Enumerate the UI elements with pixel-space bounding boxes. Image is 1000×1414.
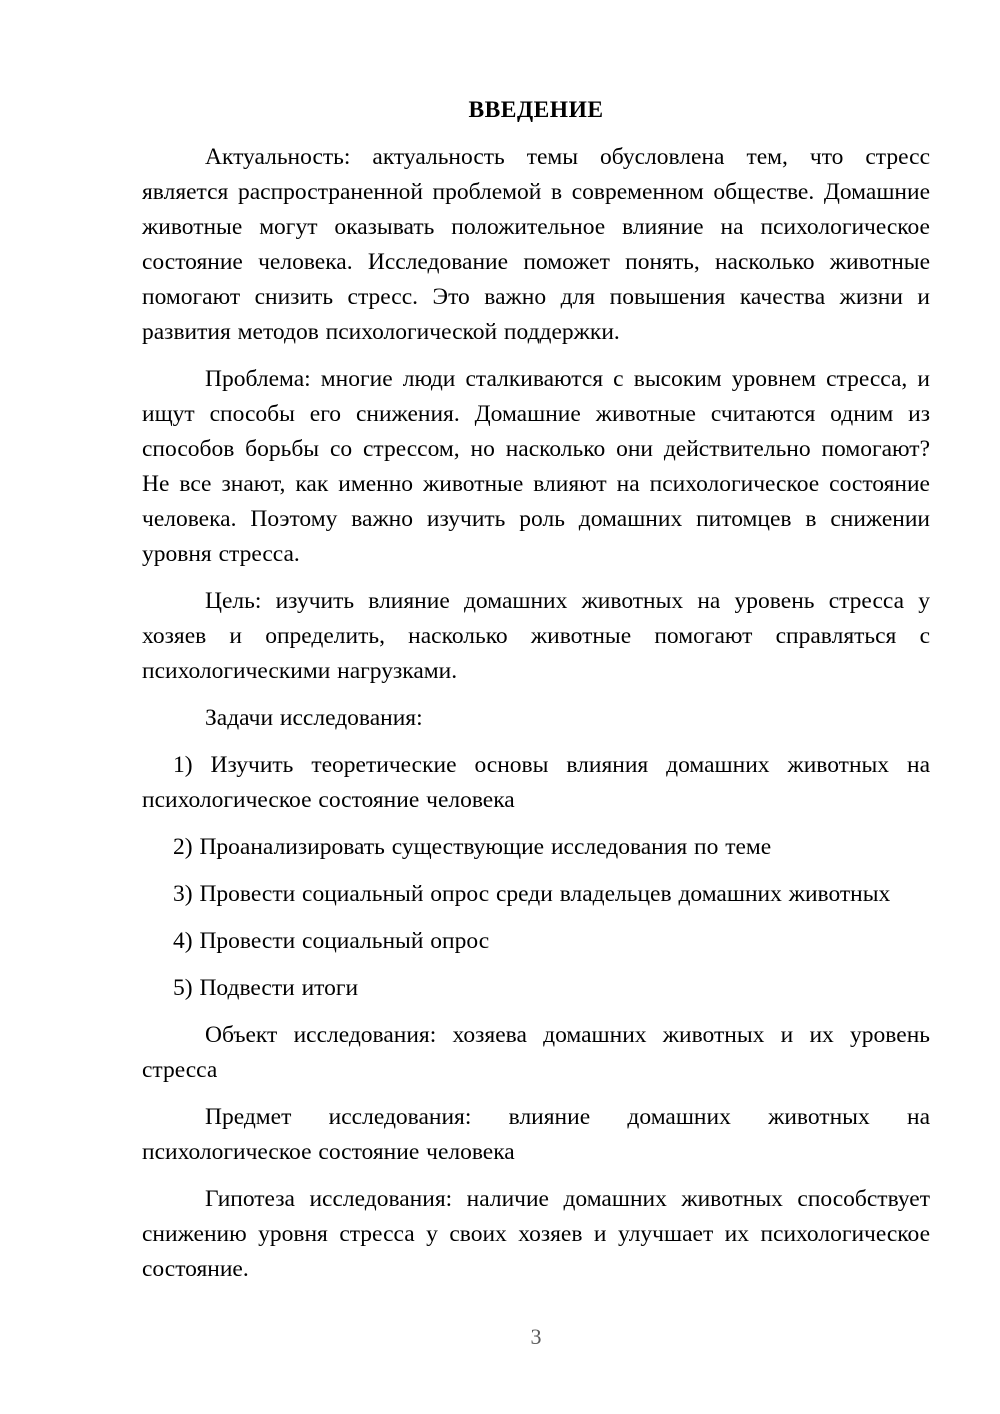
paragraph-gipoteza: Гипотеза исследования: наличие домашних животных способствует снижению уровня стресса у своих хозяев и улучшает их психологическое состояние. [142, 1186, 930, 1282]
paragraph-tsel: Цель: изучить влияние домашних животных на уровень стресса у хозяев и определить, насколько животные помогают справляться с психологическими нагрузками. [142, 588, 930, 684]
task-item-5: 5) Подвести итоги [173, 975, 359, 1001]
paragraph-aktualnost: Актуальность: актуальность темы обусловлена тем, что стресс является распространенной проблемой в современном обществе. Домашние животные могут оказывать положительное влияние на психологическое состояние человека. Исследование поможет понять, насколько животные помогают снизить стресс. Это важно для повышения качества жизни и развития методов психологической поддержки. [142, 144, 930, 345]
paragraph-zadachi-heading: Задачи исследования: [205, 705, 423, 731]
paragraph-obekt: Объект исследования: хозяева домашних животных и их уровень стресса [142, 1022, 930, 1083]
task-item-2: 2) Проанализировать существующие исследования по теме [173, 834, 772, 860]
document-content [142, 93, 930, 1299]
task-item-1: 1) Изучить теоретические основы влияния домашних животных на психологическое состояние человека [142, 752, 930, 813]
page-number: 3 [530, 1324, 542, 1349]
paragraph-problema: Проблема: многие люди сталкиваются с высоким уровнем стресса, и ищут способы его снижения. Домашние животные считаются одним из способов борьбы со стрессом, но насколько они действительно помогают? Не все знают, как именно животные влияют на психологическое состояние человека. Поэтому важно изучить роль домашних питомцев в снижении уровня стресса. [142, 366, 930, 567]
task-item-4: 4) Провести социальный опрос [173, 928, 490, 954]
paragraph-predmet: Предмет исследования: влияние домашних животных на психологическое состояние человека [142, 1104, 930, 1165]
task-item-3: 3) Провести социальный опрос среди владельцев домашних животных [173, 881, 891, 907]
section-title: ВВЕДЕНИЕ [468, 97, 604, 123]
